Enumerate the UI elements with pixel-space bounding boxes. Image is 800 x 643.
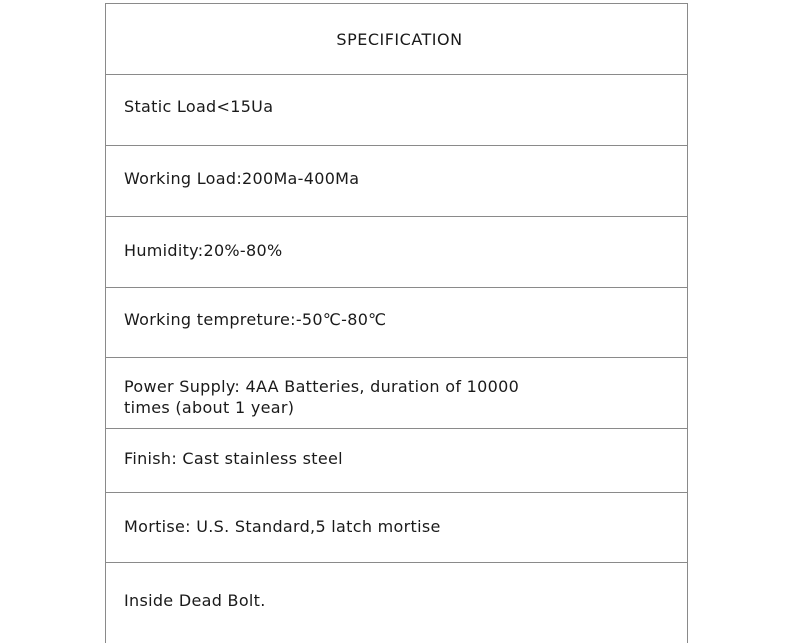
specification-title: SPECIFICATION [336,29,463,49]
table-row [106,146,687,217]
table-row [106,217,687,288]
table-row [106,358,687,429]
spec-power-supply: Power Supply: 4AA Batteries, duration of 10000 times (about 1 year) [124,377,520,417]
spec-static-load: Static Load<15Ua [124,96,274,116]
table-row [106,429,687,493]
spec-dead-bolt: Inside Dead Bolt. [124,590,266,610]
spec-mortise: Mortise: U.S. Standard,5 latch mortise [124,516,441,536]
spec-working-temperature: Working tempreture:-50℃-80℃ [124,310,387,329]
table-row [106,563,687,643]
specification-table [105,3,688,643]
spec-finish: Finish: Cast stainless steel [124,449,343,468]
table-row [106,493,687,563]
table-row [106,288,687,358]
table-row [106,75,687,146]
table-header-row [106,4,687,75]
spec-humidity: Humidity:20%-80% [124,240,283,260]
spec-working-load: Working Load:200Ma-400Ma [124,168,360,188]
